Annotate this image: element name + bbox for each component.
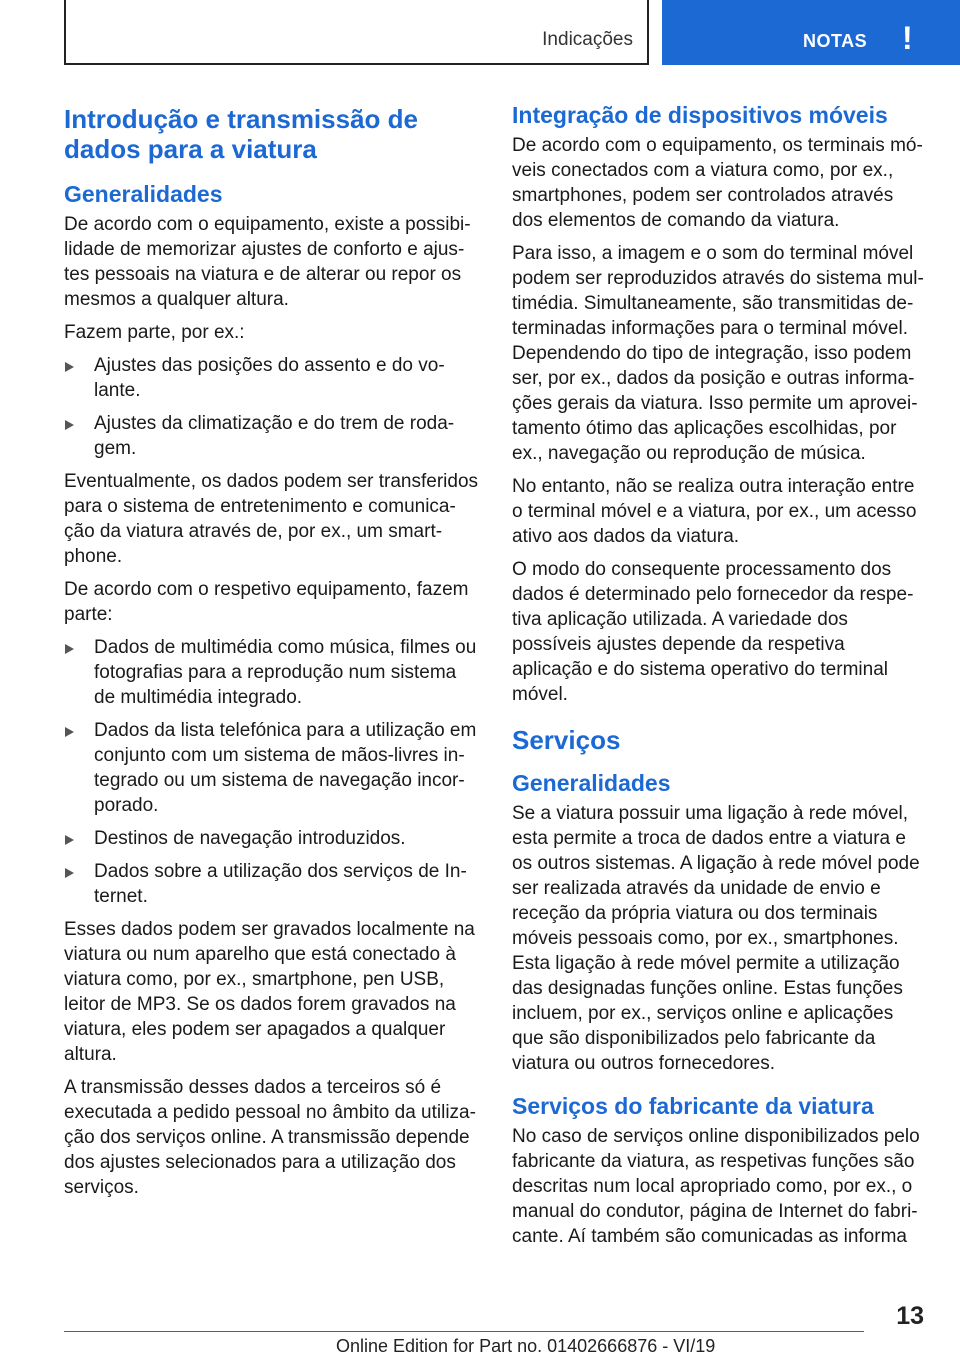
bullet-list — [64, 353, 480, 461]
list-item-text: Destinos de navegação introduzidos. — [94, 828, 406, 849]
right-column — [512, 101, 928, 1257]
paragraph: De acordo com o equipamento, os terminais móveis conectados com a viatura como, por ex., smartphones, podem ser controlados através dos elementos de comando da viatura. — [512, 135, 923, 231]
paragraph: Se a viatura possuir uma ligação à rede móvel, esta permite a troca de dados entre a viatura e os outros sistemas. A ligação à rede móvel pode ser realizada através da unidade de envio e receção da própria viatura ou dos terminais móveis pessoais como, por ex., smartphones. Esta ligação à rede móvel permite a utilização das designadas funções online. Estas funções incluem, por ex., serviços online e aplicações que são disponibilizados pelo fabricante da viatura ou outros fornecedores. — [512, 803, 920, 1074]
list-item — [64, 635, 480, 710]
chapter-tab-label: NOTAS — [803, 31, 868, 51]
triangle-bullet-icon — [65, 727, 74, 737]
paragraph: No entanto, não se realiza outra interação entre o terminal móvel e a viatura, por ex., um acesso ativo aos dados da viatura. — [512, 476, 917, 547]
triangle-bullet-icon — [65, 420, 74, 430]
edition-footer: Online Edition for Part no. 01402666876 - VI/19 — [336, 1336, 716, 1356]
subheading-mobile-integration: Integração de dispositivos móveis — [512, 102, 888, 128]
triangle-bullet-icon — [65, 835, 74, 845]
paragraph: De acordo com o equipamento, existe a possibilidade de memorizar ajustes de conforto e ajustes pessoais na viatura e de alterar ou repor os mesmos a qualquer altura. — [64, 214, 471, 310]
paragraph: Para isso, a imagem e o som do terminal móvel podem ser reproduzidos através do sistema multimédia. Simultaneamente, são transmitidas determinadas informações para o terminal móvel. Dependendo do tipo de integração, isso podem ser, por ex., dados da posição e outras informações gerais da viatura. Isso permite um aproveitamento ótimo das aplicações escolhidas, por ex., navegação ou reprodução de música. — [512, 243, 924, 464]
paragraph: Eventualmente, os dados podem ser transferidos para o sistema de entretenimento e comunicação da viatura através de, por ex., um smartphone. — [64, 471, 479, 567]
section-heading-services: Serviços — [512, 725, 621, 755]
exclamation-icon: ! — [902, 20, 913, 56]
subheading-general: Generalidades — [512, 770, 671, 796]
list-item-text: Dados de multimédia como música, filmes ou fotografias para a reprodução num sistema de multimédia integrado. — [94, 637, 477, 708]
list-item-text: Ajustes das posições do assento e do volante. — [94, 355, 445, 401]
paragraph: De acordo com o respetivo equipamento, fazem parte: — [64, 579, 469, 625]
page-number: 13 — [896, 1302, 924, 1330]
subheading-manufacturer-services: Serviços do fabricante da viatura — [512, 1093, 874, 1119]
paragraph: A transmissão desses dados a terceiros só é executada a pedido pessoal no âmbito da utilização dos serviços online. A transmissão depende dos ajustes selecionados para a utilização dos serviços. — [64, 1077, 476, 1198]
list-item — [64, 718, 480, 818]
triangle-bullet-icon — [65, 362, 74, 372]
paragraph: O modo do consequente processamento dos dados é determinado pelo fornecedor da respetiva aplicação utilizada. A variedade dos possíveis ajustes depende da respetiva aplicação e do sistema operativo do terminal móvel. — [512, 559, 914, 705]
section-title: Indicações — [542, 29, 633, 50]
list-item — [64, 826, 480, 851]
footer-divider — [64, 1331, 864, 1332]
header-frame — [64, 0, 649, 65]
list-item — [64, 411, 480, 461]
section-heading-data-transmission: Introdução e transmissão de dados para a viatura — [64, 104, 418, 164]
subheading-general: Generalidades — [64, 181, 223, 207]
chapter-tab[interactable] — [662, 0, 960, 65]
list-item — [64, 859, 480, 909]
bullet-list — [64, 635, 480, 909]
list-item-text: Dados sobre a utilização dos serviços de Internet. — [94, 861, 467, 907]
list-item-text: Dados da lista telefónica para a utilização em conjunto com um sistema de mãos-livres integrado ou um sistema de navegação incorporado. — [94, 720, 477, 816]
triangle-bullet-icon — [65, 644, 74, 654]
paragraph: No caso de serviços online disponibilizados pelo fabricante da viatura, as respetivas funções são descritas num local apropriado como, por ex., o manual do condutor, página de Internet do fabricante. Aí também são comunicadas as informa — [512, 1126, 920, 1247]
paragraph: Fazem parte, por ex.: — [64, 322, 245, 343]
list-item-text: Ajustes da climatização e do trem de rodagem. — [94, 413, 455, 459]
list-item — [64, 353, 480, 403]
triangle-bullet-icon — [65, 868, 74, 878]
paragraph: Esses dados podem ser gravados localmente na viatura ou num aparelho que está conectado à viatura como, por ex., smartphone, pen USB, leitor de MP3. Se os dados forem gravados na viatura, eles podem ser apagados a qualquer altura. — [64, 919, 475, 1065]
left-column — [64, 104, 480, 1208]
